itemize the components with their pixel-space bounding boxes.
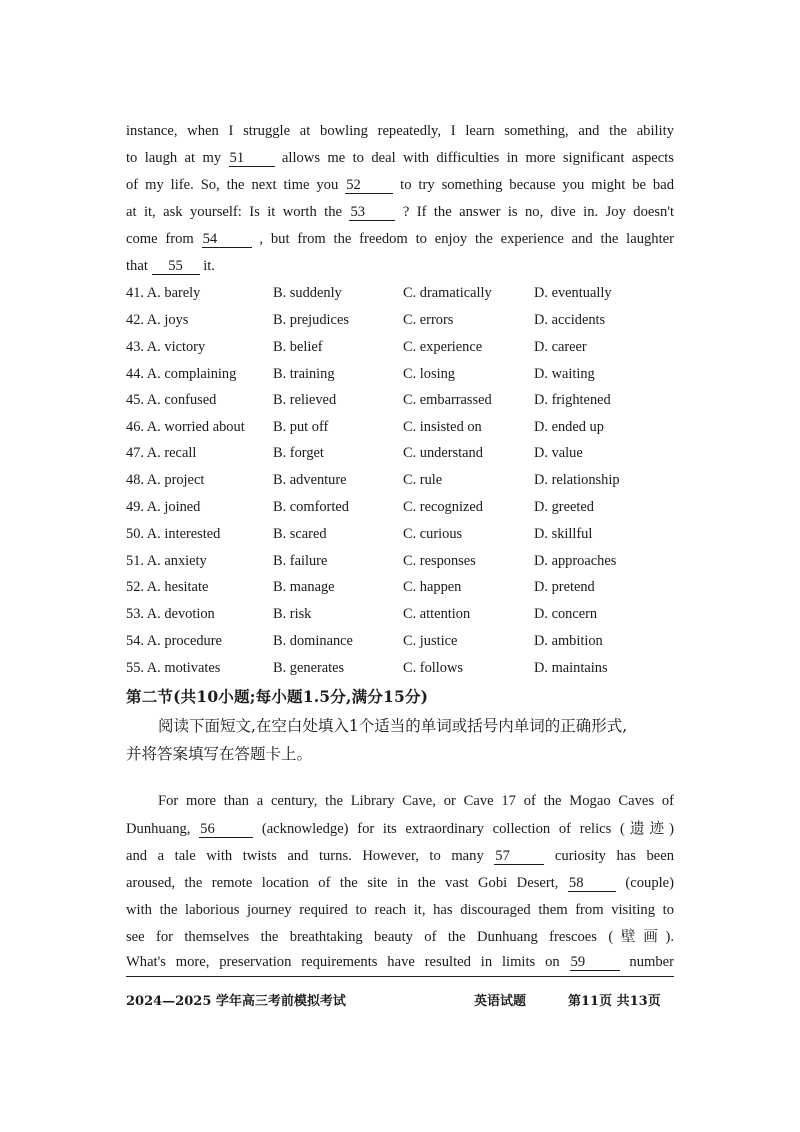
option-a: 47. A. recall: [126, 445, 197, 461]
option-c: C. dramatically: [403, 285, 492, 301]
option-d: D. frightened: [534, 392, 611, 408]
option-row: [126, 526, 686, 544]
option-c: C. attention: [403, 606, 471, 622]
passage2-line: see for themselves the breathtaking beauty of the Dunhuang frescoes (壁画).: [126, 929, 674, 945]
option-d: D. skillful: [534, 526, 593, 542]
passage2-line: and a tale with twists and turns. However, to many 57 curiosity has been: [126, 848, 675, 864]
option-d: D. concern: [534, 606, 598, 622]
option-a: 43. A. victory: [126, 339, 206, 355]
option-c: C. insisted on: [403, 419, 482, 435]
option-a: 55. A. motivates: [126, 660, 221, 676]
option-row: [126, 366, 686, 384]
option-c: C. follows: [403, 660, 463, 676]
option-b: B. training: [273, 366, 335, 382]
blank-53: 53: [349, 205, 395, 221]
option-row: [126, 445, 686, 463]
option-c: C. curious: [403, 526, 463, 542]
option-a: 42. A. joys: [126, 312, 189, 328]
option-a: 45. A. confused: [126, 392, 217, 408]
passage2-line: For more than a century, the Library Cave, or Cave 17 of the Mogao Caves of: [158, 793, 674, 809]
option-c: C. experience: [403, 339, 483, 355]
option-row: [126, 660, 686, 678]
option-row: [126, 553, 686, 571]
option-row: [126, 285, 686, 303]
option-b: B. suddenly: [273, 285, 342, 301]
option-a: 44. A. complaining: [126, 366, 237, 382]
option-d: D. value: [534, 445, 583, 461]
option-d: D. ambition: [534, 633, 603, 649]
option-c: C. justice: [403, 633, 458, 649]
option-d: D. eventually: [534, 285, 612, 301]
option-a: 50. A. interested: [126, 526, 221, 542]
option-b: B. comforted: [273, 499, 349, 515]
option-a: 49. A. joined: [126, 499, 201, 515]
option-d: D. ended up: [534, 419, 604, 435]
option-a: 53. A. devotion: [126, 606, 215, 622]
blank-51: 51: [229, 151, 275, 167]
option-c: C. recognized: [403, 499, 483, 515]
option-a: 48. A. project: [126, 472, 205, 488]
passage1-line: that 55 it.: [126, 258, 215, 274]
option-b: B. generates: [273, 660, 345, 676]
option-d: D. pretend: [534, 579, 595, 595]
option-b: B. relieved: [273, 392, 337, 408]
blank-56: 56: [199, 822, 253, 838]
option-d: D. relationship: [534, 472, 620, 488]
blank-57: 57: [494, 849, 544, 865]
option-b: B. scared: [273, 526, 327, 542]
passage1-line: instance, when I struggle at bowling repeatedly, I learn something, and the ability: [126, 123, 674, 139]
option-row: [126, 312, 686, 330]
option-b: B. adventure: [273, 472, 347, 488]
option-row: [126, 419, 686, 437]
option-b: B. risk: [273, 606, 312, 622]
option-row: [126, 472, 686, 490]
option-c: C. responses: [403, 553, 476, 569]
option-a: 46. A. worried about: [126, 419, 245, 435]
blank-55: 55: [152, 259, 200, 275]
passage2-line: aroused, the remote location of the site in the vast Gobi Desert, 58 (couple): [126, 875, 675, 891]
option-b: B. put off: [273, 419, 329, 435]
footer-page-number: 第11页 共13页: [568, 994, 661, 1009]
option-row: [126, 499, 686, 517]
option-a: 54. A. procedure: [126, 633, 222, 649]
option-b: B. forget: [273, 445, 324, 461]
option-c: C. rule: [403, 472, 443, 488]
option-b: B. failure: [273, 553, 328, 569]
blank-52: 52: [345, 178, 393, 194]
passage2-line: with the laborious journey required to reach it, has discouraged them from visiting to: [126, 902, 674, 918]
option-row: [126, 633, 686, 651]
passage2-line: Dunhuang, 56 (acknowledge) for its extraordinary collection of relics (遗迹): [126, 821, 674, 837]
blank-58: 58: [568, 876, 616, 892]
passage1-line: of my life. So, the next time you 52 to try something because you might be bad: [126, 177, 674, 193]
passage1-line: at it, ask yourself: Is it worth the 53 ? If the answer is no, dive in. Joy doesn't: [126, 204, 675, 220]
option-c: C. happen: [403, 579, 462, 595]
option-d: D. career: [534, 339, 587, 355]
option-c: C. losing: [403, 366, 455, 382]
option-d: D. waiting: [534, 366, 595, 382]
option-row: [126, 339, 686, 357]
footer-subject: 英语试题: [474, 994, 527, 1009]
option-d: D. greeted: [534, 499, 594, 515]
option-row: [126, 579, 686, 597]
passage1-line: come from 54 , but from the freedom to enjoy the experience and the laughter: [126, 231, 674, 247]
option-d: D. approaches: [534, 553, 617, 569]
option-d: D. accidents: [534, 312, 606, 328]
instruction-text: 阅读下面短文,在空白处填入1个适当的单词或括号内单词的正确形式,: [158, 717, 628, 735]
option-c: C. understand: [403, 445, 483, 461]
option-row: [126, 392, 686, 410]
option-a: 41. A. barely: [126, 285, 201, 301]
footer-exam-title: 2024—2025 学年高三考前模拟考试: [126, 994, 346, 1009]
footer-rule: [126, 976, 674, 977]
blank-59: 59: [570, 955, 620, 971]
option-d: D. maintains: [534, 660, 608, 676]
option-a: 51. A. anxiety: [126, 553, 207, 569]
passage1-line: to laugh at my 51 allows me to deal with difficulties in more significant aspects: [126, 150, 674, 166]
option-row: [126, 606, 686, 624]
option-b: B. dominance: [273, 633, 353, 649]
section-title: 第二节(共10小题;每小题1.5分,满分15分): [126, 687, 429, 706]
option-c: C. errors: [403, 312, 454, 328]
option-a: 52. A. hesitate: [126, 579, 209, 595]
option-c: C. embarrassed: [403, 392, 492, 408]
blank-54: 54: [202, 232, 252, 248]
option-b: B. prejudices: [273, 312, 349, 328]
passage2-line: What's more, preservation requirements have resulted in limits on 59 number: [126, 954, 674, 970]
option-b: B. belief: [273, 339, 323, 355]
option-b: B. manage: [273, 579, 335, 595]
instruction-text: 并将答案填写在答题卡上。: [126, 745, 313, 763]
